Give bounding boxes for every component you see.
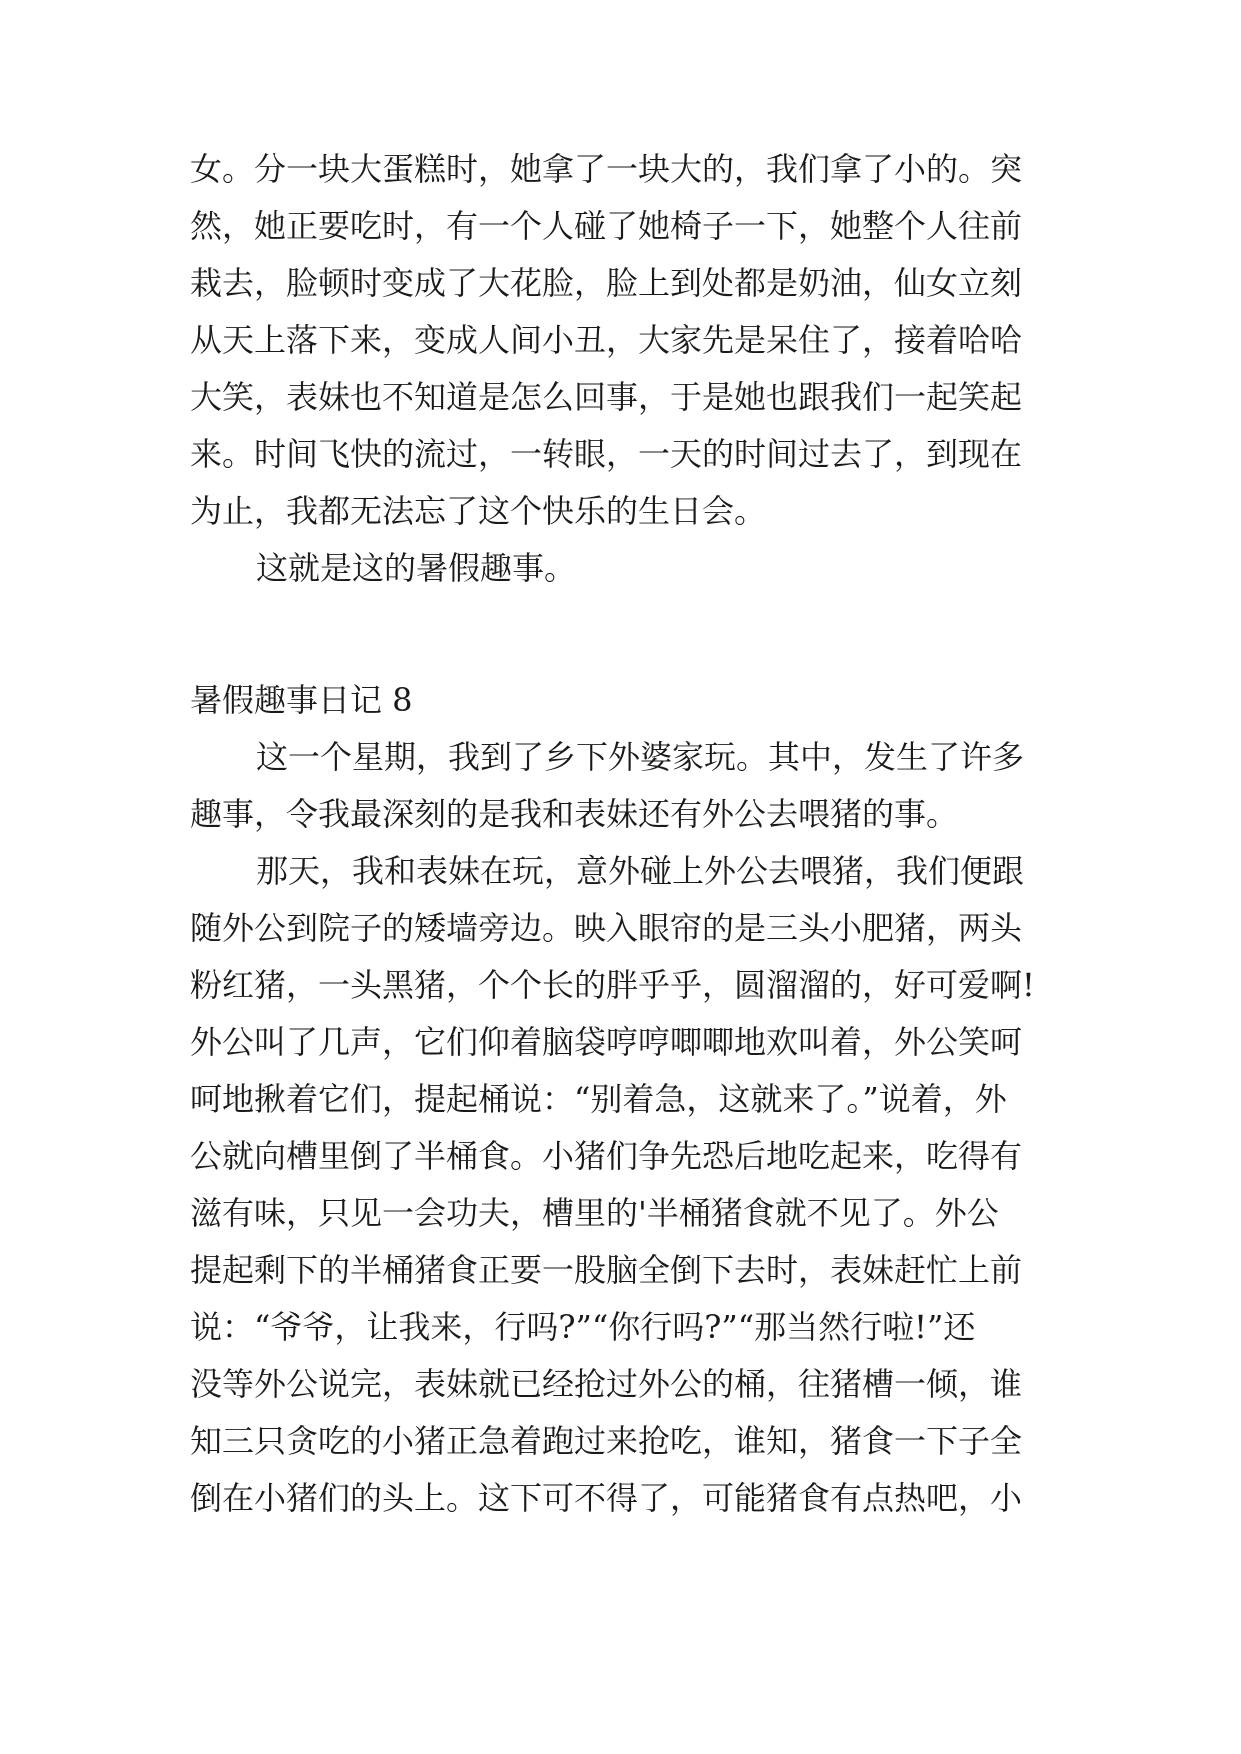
text-line: 栽去，脸顿时变成了大花脸，脸上到处都是奶油，仙女立刻 — [190, 264, 1023, 302]
paragraph-line: 随外公到院子的矮墙旁边。映入眼帘的是三头小肥猪，两头 — [190, 909, 1023, 947]
paragraph-line: 倒在小猪们的头上。这下可不得了，可能猪食有点热吧，小 — [190, 1479, 1023, 1517]
paragraph-line: 说：“爷爷，让我来，行吗?”“你行吗?”“那当然行啦!”还 — [190, 1308, 976, 1346]
text-line: 从天上落下来，变成人间小丑，大家先是呆住了，接着哈哈 — [190, 321, 1023, 359]
text-line: 女。分一块大蛋糕时，她拿了一块大的，我们拿了小的。突 — [190, 150, 1023, 188]
text-line: 为止，我都无法忘了这个快乐的生日会。 — [190, 492, 767, 530]
paragraph-line: 这一个星期，我到了乡下外婆家玩。其中，发生了许多 — [256, 738, 1025, 776]
paragraph-line: 提起剩下的半桶猪食正要一股脑全倒下去时，表妹赶忙上前 — [190, 1251, 1023, 1289]
paragraph-line: 知三只贪吃的小猪正急着跑过来抢吃，谁知，猪食一下子全 — [190, 1422, 1023, 1460]
text-line: 然，她正要吃时，有一个人碰了她椅子一下，她整个人往前 — [190, 207, 1023, 245]
closing-line: 这就是这的暑假趣事。 — [256, 549, 577, 587]
paragraph-line: 呵地揪着它们，提起桶说：“别着急，这就来了。”说着，外 — [190, 1080, 1007, 1118]
paragraph-line: 没等外公说完，表妹就已经抢过外公的桶，往猪槽一倾，谁 — [190, 1365, 1023, 1403]
paragraph-line: 滋有味，只见一会功夫，槽里的'半桶猪食就不见了。外公 — [190, 1194, 999, 1232]
section-title: 暑假趣事日记 8 — [190, 681, 413, 719]
paragraph-line: 那天，我和表妹在玩，意外碰上外公去喂猪，我们便跟 — [256, 852, 1025, 890]
paragraph-line: 公就向槽里倒了半桶食。小猪们争先恐后地吃起来，吃得有 — [190, 1137, 1023, 1175]
paragraph-line: 趣事，令我最深刻的是我和表妹还有外公去喂猪的事。 — [190, 795, 959, 833]
paragraph-line: 粉红猪，一头黑猪，个个长的胖乎乎，圆溜溜的，好可爱啊! — [190, 966, 1035, 1004]
text-line: 来。时间飞快的流过，一转眼，一天的时间过去了，到现在 — [190, 435, 1023, 473]
paragraph-line: 外公叫了几声，它们仰着脑袋哼哼唧唧地欢叫着，外公笑呵 — [190, 1023, 1023, 1061]
text-line: 大笑，表妹也不知道是怎么回事，于是她也跟我们一起笑起 — [190, 378, 1023, 416]
